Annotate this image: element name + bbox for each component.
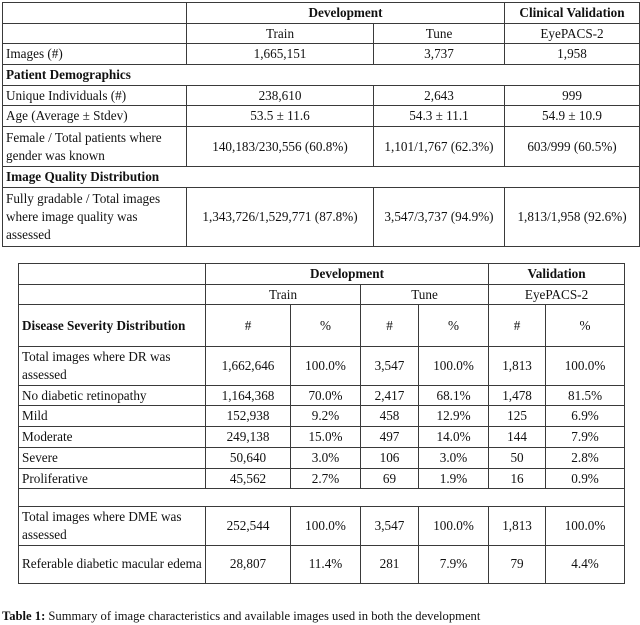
corner-cell-sub [19,284,206,305]
table-row [19,427,625,448]
table-row-sub-header [19,284,625,305]
cell-tune-percent: 100.0% [419,507,489,545]
caption-text: Summary of image characteristics and available images used in both the development [45,609,481,623]
table-row [19,347,625,385]
table-row [19,507,625,545]
table-section-row-image-quality-distribution [3,167,640,188]
metric-header-tune-percent: % [419,305,489,347]
column-group-validation: Validation [489,264,625,285]
cell-tune-count: 106 [361,447,419,468]
column-header-eyepacs2: EyePACS-2 [489,284,625,305]
metric-header-train-count: # [206,305,291,347]
cell-tune-count: 458 [361,406,419,427]
cell-val-percent: 81.5% [546,385,625,406]
cell-train: 1,665,151 [187,44,374,65]
cell-val-percent: 7.9% [546,427,625,448]
row-label: Fully gradable / Total images where image quality was assessed [3,187,187,246]
section-label: Image Quality Distribution [3,167,640,188]
cell-tune: 1,101/1,767 (62.3%) [374,127,505,167]
row-label: Age (Average ± Stdev) [3,106,187,127]
row-label: No diabetic retinopathy [19,385,206,406]
table-row [3,187,640,246]
table-spacer-row [19,489,625,507]
row-label: Unique Individuals (#) [3,85,187,106]
metric-header-val-count: # [489,305,546,347]
cell-train-count: 28,807 [206,545,291,583]
cell-eyepacs2: 603/999 (60.5%) [505,127,640,167]
table-row-group-header [3,3,640,24]
cell-train-count: 45,562 [206,468,291,489]
cell-train-percent: 3.0% [291,447,361,468]
dataset-summary-table [2,2,640,247]
metric-header-tune-count: # [361,305,419,347]
cell-train-count: 1,662,646 [206,347,291,385]
cell-train: 1,343,726/1,529,771 (87.8%) [187,187,374,246]
table-section-row-patient-demographics [3,65,640,86]
cell-tune-percent: 7.9% [419,545,489,583]
cell-eyepacs2: 1,958 [505,44,640,65]
table-row [3,85,640,106]
row-label: Female / Total patients where gender was known [3,127,187,167]
cell-train-percent: 2.7% [291,468,361,489]
cell-tune-percent: 12.9% [419,406,489,427]
cell-tune-percent: 14.0% [419,427,489,448]
disease-severity-distribution-table [18,263,625,584]
table-row-sub-header [3,23,640,44]
cell-train-count: 1,164,368 [206,385,291,406]
cell-tune-count: 2,417 [361,385,419,406]
corner-cell-sub [3,23,187,44]
spacer-cell [19,489,625,507]
table-row [3,106,640,127]
cell-val-percent: 100.0% [546,347,625,385]
cell-train-percent: 15.0% [291,427,361,448]
column-group-clinical-validation: Clinical Validation [505,3,640,24]
cell-val-count: 50 [489,447,546,468]
corner-cell [19,264,206,285]
section-label: Patient Demographics [3,65,640,86]
cell-eyepacs2: 54.9 ± 10.9 [505,106,640,127]
row-label: Referable diabetic macular edema [19,545,206,583]
metric-header-train-percent: % [291,305,361,347]
cell-tune: 2,643 [374,85,505,106]
cell-val-count: 1,813 [489,347,546,385]
cell-tune-count: 281 [361,545,419,583]
section-label-disease-severity-distribution: Disease Severity Distribution [19,305,206,347]
cell-train-percent: 100.0% [291,347,361,385]
table-row [19,447,625,468]
row-label: Mild [19,406,206,427]
cell-val-count: 16 [489,468,546,489]
row-label: Proliferative [19,468,206,489]
cell-tune: 3,547/3,737 (94.9%) [374,187,505,246]
cell-tune-count: 497 [361,427,419,448]
row-label: Severe [19,447,206,468]
cell-val-count: 125 [489,406,546,427]
cell-train-percent: 70.0% [291,385,361,406]
table-row [19,385,625,406]
cell-tune-count: 69 [361,468,419,489]
cell-val-percent: 2.8% [546,447,625,468]
column-header-eyepacs2: EyePACS-2 [505,23,640,44]
table-row-group-header [19,264,625,285]
cell-train-count: 252,544 [206,507,291,545]
cell-train-percent: 11.4% [291,545,361,583]
column-header-tune: Tune [374,23,505,44]
cell-eyepacs2: 1,813/1,958 (92.6%) [505,187,640,246]
disease-severity-table-wrapper [18,263,624,584]
column-group-development: Development [187,3,505,24]
table-row [3,127,640,167]
corner-cell [3,3,187,24]
table-row-metric-header [19,305,625,347]
cell-tune-count: 3,547 [361,507,419,545]
table-caption [2,609,638,625]
cell-val-percent: 0.9% [546,468,625,489]
table-row [3,44,640,65]
cell-val-count: 144 [489,427,546,448]
cell-train: 140,183/230,556 (60.8%) [187,127,374,167]
cell-tune: 3,737 [374,44,505,65]
cell-tune-percent: 68.1% [419,385,489,406]
cell-eyepacs2: 999 [505,85,640,106]
cell-tune-count: 3,547 [361,347,419,385]
cell-train: 238,610 [187,85,374,106]
dataset-summary-table-wrapper [2,2,639,247]
cell-tune: 54.3 ± 11.1 [374,106,505,127]
table-row [19,406,625,427]
row-label: Moderate [19,427,206,448]
cell-train-percent: 9.2% [291,406,361,427]
column-header-train: Train [206,284,361,305]
table-row [19,545,625,583]
row-label: Total images where DME was assessed [19,507,206,545]
table-row [19,468,625,489]
caption-label: Table 1: [2,609,46,623]
cell-train-count: 249,138 [206,427,291,448]
cell-train-percent: 100.0% [291,507,361,545]
cell-val-percent: 4.4% [546,545,625,583]
cell-val-count: 79 [489,545,546,583]
row-label: Images (#) [3,44,187,65]
cell-train: 53.5 ± 11.6 [187,106,374,127]
cell-val-count: 1,813 [489,507,546,545]
cell-tune-percent: 100.0% [419,347,489,385]
cell-train-count: 50,640 [206,447,291,468]
cell-val-percent: 6.9% [546,406,625,427]
metric-header-val-percent: % [546,305,625,347]
cell-train-count: 152,938 [206,406,291,427]
cell-tune-percent: 3.0% [419,447,489,468]
column-group-development: Development [206,264,489,285]
cell-val-count: 1,478 [489,385,546,406]
cell-val-percent: 100.0% [546,507,625,545]
column-header-train: Train [187,23,374,44]
column-header-tune: Tune [361,284,489,305]
cell-tune-percent: 1.9% [419,468,489,489]
row-label: Total images where DR was assessed [19,347,206,385]
